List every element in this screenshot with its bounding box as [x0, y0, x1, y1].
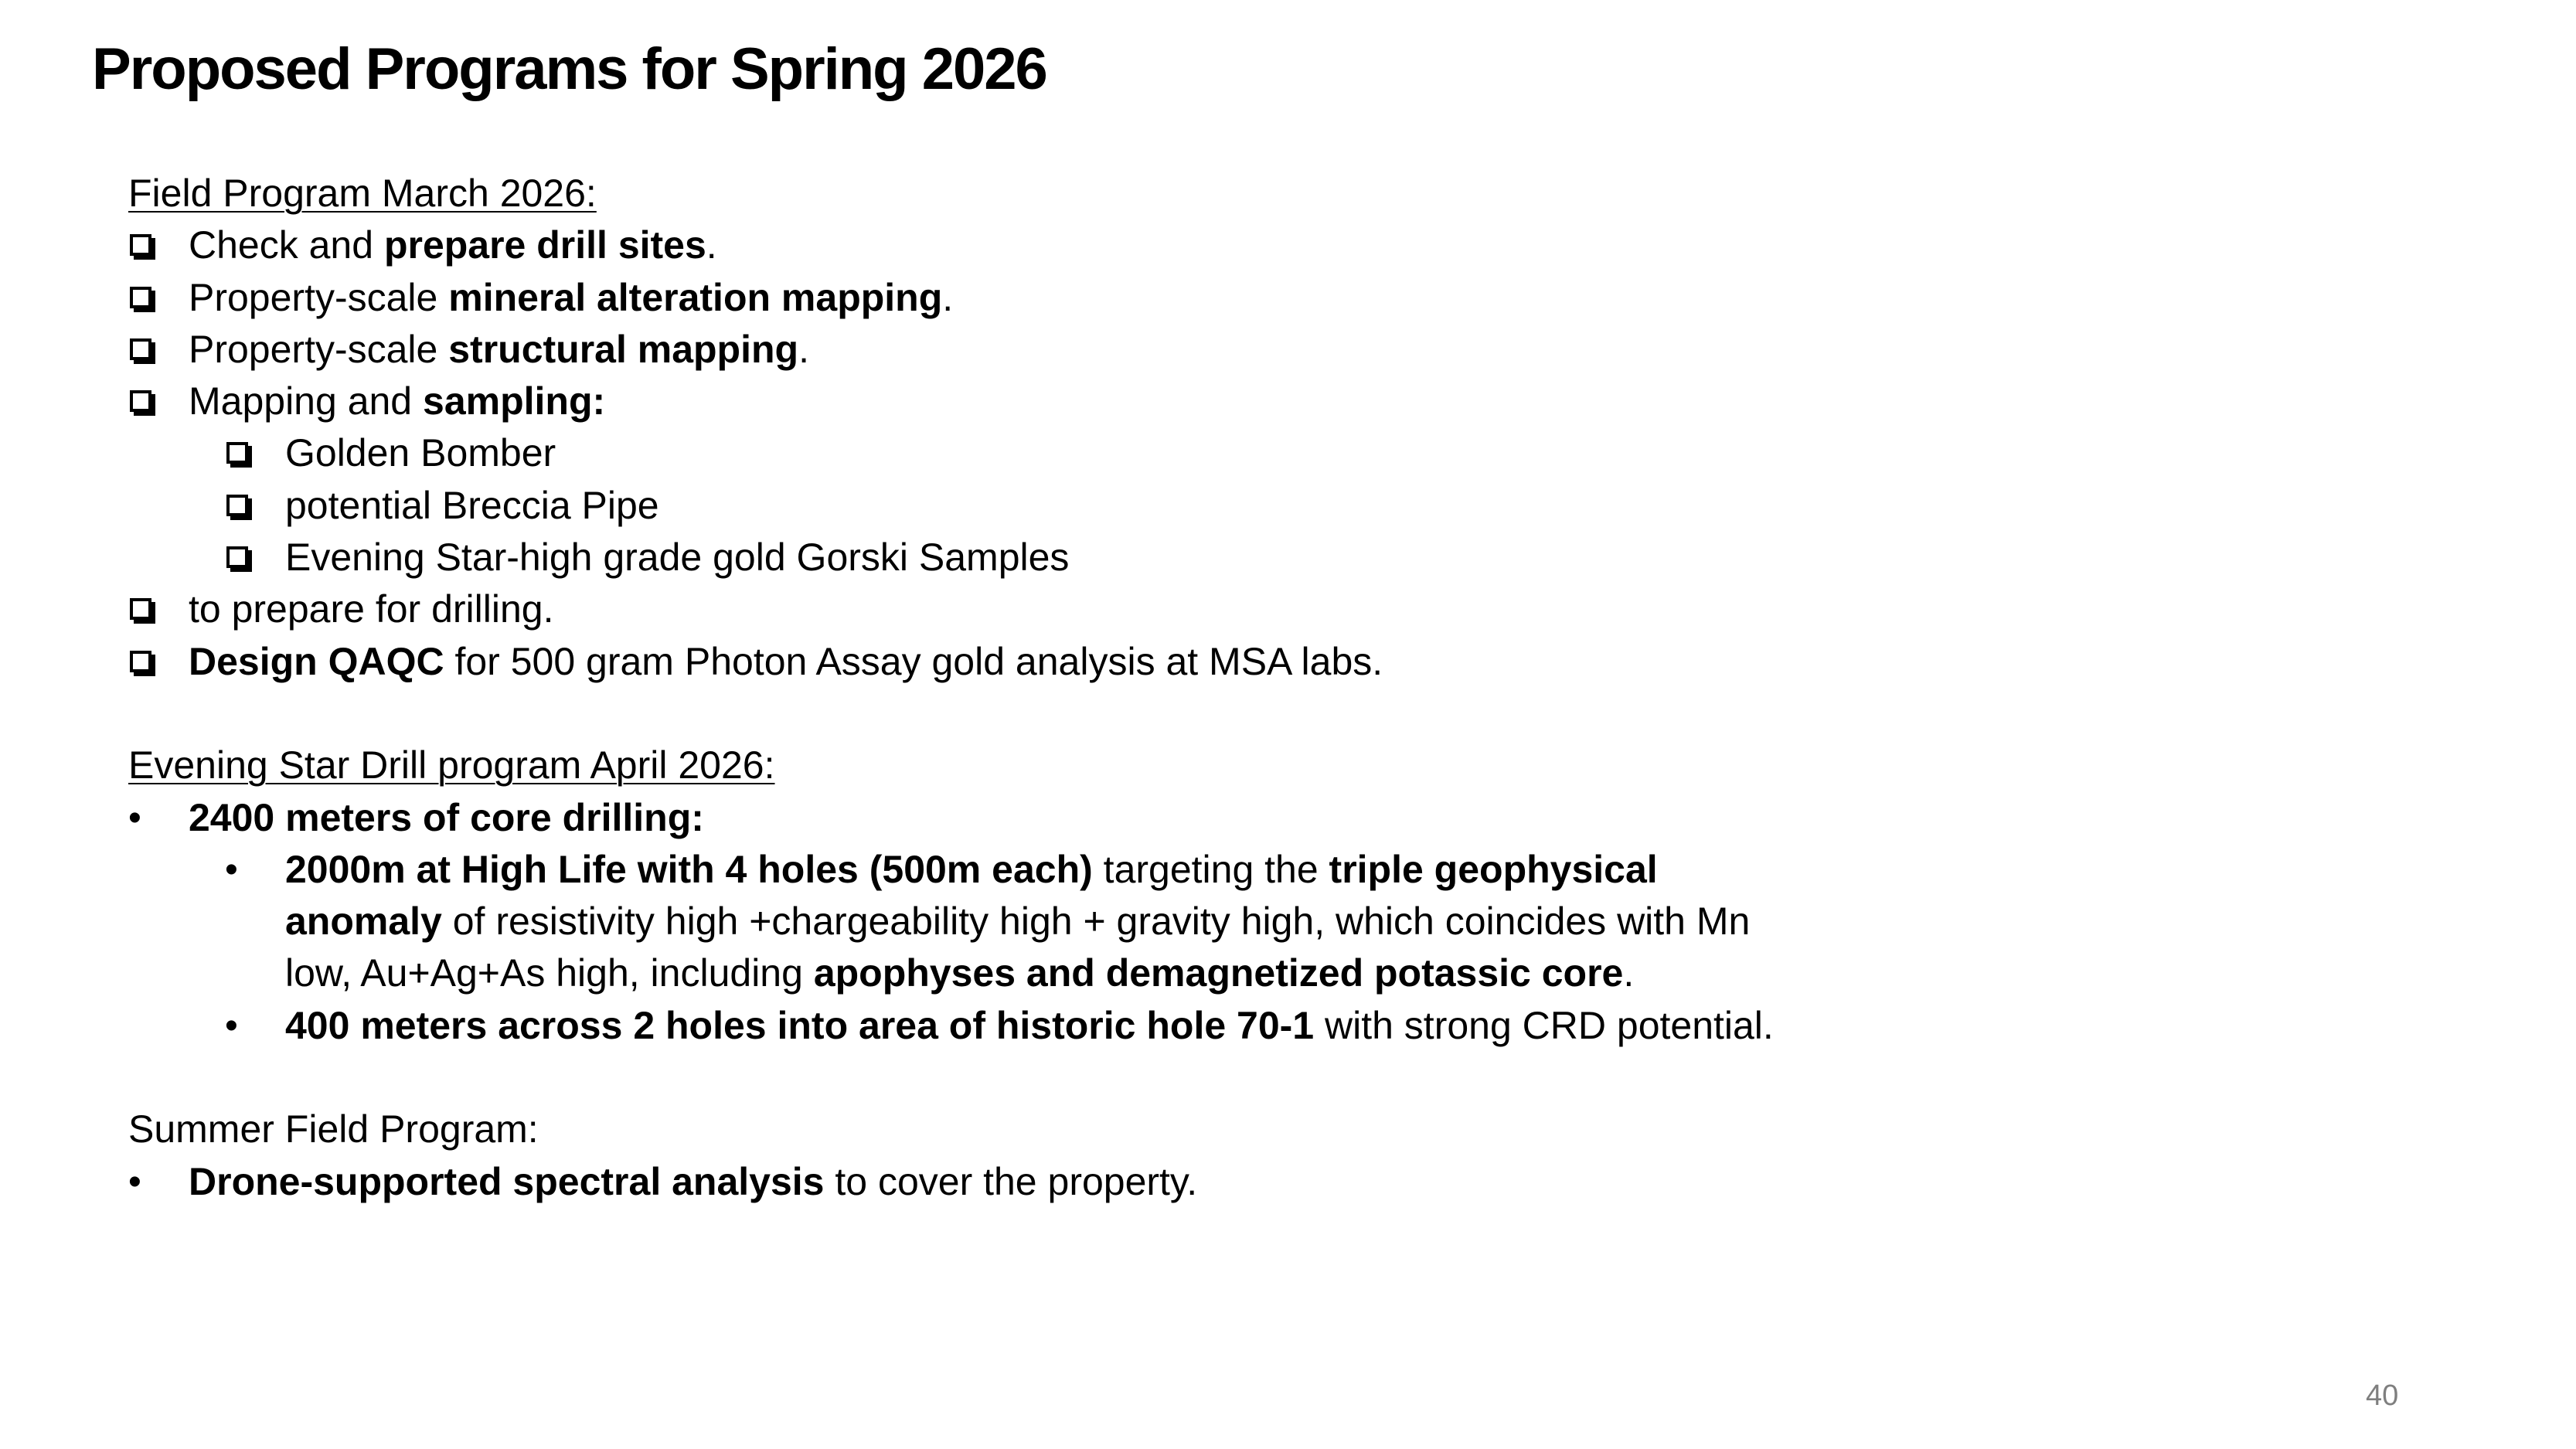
checklist-item: Check and prepare drill sites. — [128, 219, 1790, 271]
checkbox-icon — [130, 651, 151, 672]
bullet-icon: • — [225, 849, 238, 890]
bullet-item: • 2400 meters of core drilling: — [128, 792, 1790, 844]
checkbox-icon — [130, 598, 151, 620]
bullet-sub-item: • 2000m at High Life with 4 holes (500m each) targeting the triple geophysical anomaly of resistivity high +chargeability high + gravity high, which coincides with Mn low, Au+Ag+As high, including apophyses and demagnetized potassic core. — [225, 844, 1790, 1000]
checklist-item: to prepare for drilling. — [128, 583, 1790, 635]
checkbox-icon — [226, 495, 248, 516]
checklist-sub-item: Golden Bomber — [225, 427, 1790, 479]
field-program-heading: Field Program March 2026: — [128, 172, 597, 215]
slide-title: Proposed Programs for Spring 2026 — [92, 36, 1046, 102]
summer-program-heading: Summer Field Program: — [128, 1107, 539, 1151]
checklist-item: Property-scale mineral alteration mapping. — [128, 272, 1790, 324]
slide-body — [128, 168, 1790, 1208]
checklist-item: Design QAQC for 500 gram Photon Assay gold analysis at MSA labs. — [128, 636, 1790, 688]
checkbox-icon — [130, 234, 151, 256]
bullet-icon: • — [128, 797, 141, 838]
checklist-sub-item: Evening Star-high grade gold Gorski Samples — [225, 532, 1790, 583]
spacer — [128, 1052, 1790, 1104]
bullet-sub-item: • 400 meters across 2 holes into area of historic hole 70-1 with strong CRD potential. — [225, 1000, 1790, 1052]
bullet-icon: • — [225, 1005, 238, 1046]
drill-program-heading: Evening Star Drill program April 2026: — [128, 743, 775, 787]
checklist-item: Mapping and sampling: — [128, 376, 1790, 427]
page-number: 40 — [2366, 1379, 2399, 1412]
bullet-item: • Drone-supported spectral analysis to cover the property. — [128, 1156, 1790, 1208]
checklist-sub-item: potential Breccia Pipe — [225, 480, 1790, 532]
bullet-icon: • — [128, 1161, 141, 1202]
checkbox-icon — [226, 442, 248, 464]
checkbox-icon — [130, 287, 151, 308]
checklist-item: Property-scale structural mapping. — [128, 324, 1790, 376]
checkbox-icon — [130, 390, 151, 412]
spacer — [128, 688, 1790, 740]
checkbox-icon — [226, 546, 248, 568]
checkbox-icon — [130, 338, 151, 360]
